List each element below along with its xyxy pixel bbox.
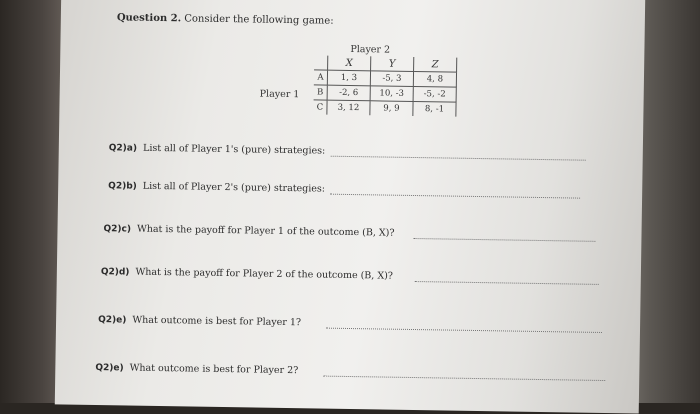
player2-label: Player 2 xyxy=(350,43,391,56)
question-2b xyxy=(108,180,325,194)
answer-line-2a[interactable] xyxy=(331,156,586,161)
payoff-cell: 8, -1 xyxy=(413,101,456,116)
question-number: Question 2. xyxy=(116,12,182,25)
payoff-cell: -5, -2 xyxy=(413,86,456,102)
column-header-x: X xyxy=(328,56,371,71)
payoff-cell: 9, 9 xyxy=(370,101,413,116)
payoff-cell: 4, 8 xyxy=(413,71,456,87)
payoff-cell: -2, 6 xyxy=(327,85,370,101)
payoff-row-c xyxy=(313,100,456,117)
payoff-corner-cell xyxy=(314,55,328,70)
question-2c-text: What is the payoff for Player 1 of the outcome (B, X)? xyxy=(136,223,395,239)
question-2a-label: Q2)a) xyxy=(108,143,138,154)
question-2e-player2 xyxy=(95,362,298,376)
question-2e-player1-label: Q2)e) xyxy=(98,315,127,326)
player1-label: Player 1 xyxy=(259,88,300,101)
answer-line-2e-player1[interactable] xyxy=(326,328,602,333)
payoff-matrix xyxy=(313,55,457,116)
row-label-b: B xyxy=(314,85,328,100)
question-intro: Consider the following game: xyxy=(184,13,334,27)
question-2a-text: List all of Player 1's (pure) strategies: xyxy=(142,142,326,157)
question-2a xyxy=(109,142,326,156)
payoff-cell: 1, 3 xyxy=(327,70,370,86)
question-2c-label: Q2)c) xyxy=(103,224,132,235)
question-2c xyxy=(103,223,394,239)
payoff-cell: 10, -3 xyxy=(370,86,413,102)
payoff-cell: 3, 12 xyxy=(327,100,370,115)
answer-line-2e-player2[interactable] xyxy=(323,376,605,381)
answer-line-2b[interactable] xyxy=(330,194,580,199)
answer-line-2c[interactable] xyxy=(413,238,595,242)
answer-line-2d[interactable] xyxy=(415,281,599,285)
question-2d-text: What is the payoff for Player 2 of the outcome (B, X)? xyxy=(135,266,394,282)
payoff-cell: -5, 3 xyxy=(370,71,413,87)
question-2d xyxy=(101,266,393,282)
question-2e-player2-text: What outcome is best for Player 2? xyxy=(129,362,299,377)
row-label-c: C xyxy=(313,100,327,115)
exam-paper xyxy=(55,0,645,414)
question-heading xyxy=(117,12,334,26)
question-2b-text: List all of Player 2's (pure) strategies: xyxy=(142,180,326,195)
question-2e-player2-label: Q2)e) xyxy=(95,363,124,374)
row-label-a: A xyxy=(314,70,328,85)
column-header-y: Y xyxy=(371,56,414,71)
column-header-z: Z xyxy=(414,57,457,72)
question-2e-player1-text: What outcome is best for Player 1? xyxy=(132,314,302,329)
question-2d-label: Q2)d) xyxy=(100,267,130,278)
question-2b-label: Q2)b) xyxy=(108,181,137,192)
question-2e-player1 xyxy=(98,314,301,328)
